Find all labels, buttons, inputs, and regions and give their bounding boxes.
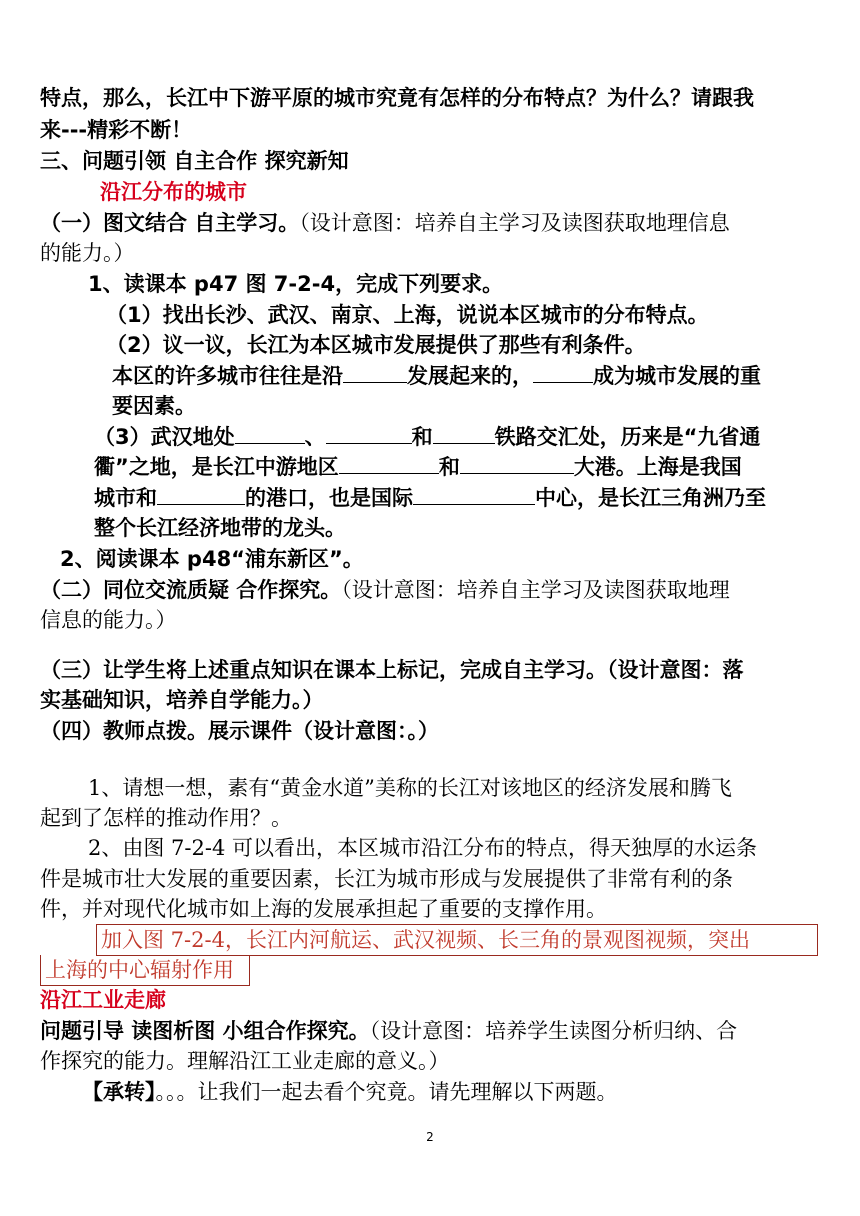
corridor-title: 问题引导 读图析图 小组合作探究。 — [40, 1019, 370, 1043]
corridor-title-line — [40, 1016, 737, 1046]
question-3-line: 整个长江经济地带的龙头。 — [94, 516, 346, 540]
answer-blank[interactable] — [339, 455, 439, 474]
fill-text: 中心，是长江三角洲乃至 — [535, 486, 766, 510]
part1-title: （一）图文结合 自主学习。 — [40, 211, 300, 235]
transition-text: 。。。让我们一起去看个究竟。请先理解以下两题。 — [155, 1080, 618, 1104]
fill-text: 发展起来的， — [407, 364, 533, 388]
page-number: 2 — [426, 1130, 434, 1144]
part2-design-note: （设计意图：培养自主学习及读图获取地理 — [341, 578, 730, 602]
part3-line: （三）让学生将上述重点知识在课本上标记，完成自主学习。（设计意图：落 — [40, 658, 744, 682]
corridor-heading: 沿江工业走廊 — [40, 988, 166, 1012]
fill-text: 衢”之地，是长江中游地区 — [94, 455, 339, 479]
fill-text: 铁路交汇处，历来是“九省通 — [494, 425, 761, 449]
intro-line: 来---精彩不断！ — [40, 118, 193, 142]
part1-design-note: 的能力。） — [40, 241, 135, 265]
part2-title-line — [40, 575, 730, 605]
section-heading: 三、问题引领 自主合作 探究新知 — [40, 149, 349, 173]
question-3-line — [94, 483, 766, 513]
answer-blank[interactable] — [533, 364, 593, 383]
corridor-design-note: 作探究的能力。理解沿江工业走廊的意义。） — [40, 1049, 450, 1073]
fill-text: 本区的许多城市往往是沿 — [112, 364, 343, 388]
teacher-paragraph: 件是城市壮大发展的重要因素，长江为城市形成与发展提供了非常有利的条 — [40, 867, 733, 891]
teacher-paragraph: 2、由图 7-2-4 可以看出，本区城市沿江分布的特点，得天独厚的水运条 — [88, 836, 757, 860]
answer-blank[interactable] — [460, 455, 574, 474]
question-2-fill-line — [112, 361, 761, 391]
part2-title: （二）同位交流质疑 合作探究。 — [40, 578, 342, 602]
teacher-paragraph: 件，并对现代化城市如上海的发展承担起了重要的支撑作用。 — [40, 897, 607, 921]
part2-design-note: 信息的能力。） — [40, 608, 177, 632]
intro-line: 特点，那么，长江中下游平原的城市究竟有怎样的分布特点？为什么？请跟我 — [40, 86, 754, 110]
part4-line: （四）教师点拨。展示课件（设计意图：。） — [40, 719, 439, 743]
fill-text: 、 — [304, 425, 326, 449]
task-2: 2、阅读课本 p48“浦东新区”。 — [60, 547, 364, 571]
answer-blank[interactable] — [235, 425, 305, 444]
corridor-design-note: （设计意图：培养学生读图分析归纳、合 — [369, 1019, 738, 1043]
transition-line — [82, 1077, 618, 1107]
media-note-box: 加入图 7-2-4，长江内河航运、武汉视频、长三角的景观图视频，突出 — [96, 924, 818, 956]
fill-text: 和 — [438, 455, 460, 479]
fill-text: 和 — [411, 425, 433, 449]
part1-title-line — [40, 208, 730, 238]
question-1: （1）找出长沙、武汉、南京、上海，说说本区城市的分布特点。 — [106, 303, 709, 327]
question-3-line — [94, 422, 760, 452]
answer-blank[interactable] — [343, 364, 407, 383]
transition-label: 【承转】 — [82, 1080, 156, 1104]
media-note-box: 上海的中心辐射作用 — [40, 955, 250, 986]
part1-design-note: （设计意图：培养自主学习及读图获取地理信息 — [299, 211, 730, 235]
answer-blank[interactable] — [157, 486, 245, 505]
answer-blank[interactable] — [413, 486, 535, 505]
answer-blank[interactable] — [433, 425, 495, 444]
teacher-paragraph: 起到了怎样的推动作用？。 — [40, 806, 292, 830]
task-1: 1、读课本 p47 图 7-2-4，完成下列要求。 — [88, 272, 504, 296]
answer-blank[interactable] — [326, 425, 412, 444]
fill-text: 城市和 — [94, 486, 157, 510]
fill-text: 的港口，也是国际 — [245, 486, 413, 510]
fill-text: 大港。上海是我国 — [573, 455, 742, 479]
question-3-line — [94, 452, 742, 482]
fill-text: 成为城市发展的重 — [593, 364, 761, 388]
part3-line: 实基础知识，培养自学能力。） — [40, 688, 324, 712]
question-2-fill-line: 要因素。 — [112, 394, 196, 418]
cities-heading: 沿江分布的城市 — [100, 180, 247, 204]
question-2: （2）议一议，长江为本区城市发展提供了那些有利条件。 — [106, 333, 646, 357]
teacher-paragraph: 1、请想一想，素有“黄金水道”美称的长江对该地区的经济发展和腾飞 — [88, 776, 732, 800]
fill-text: （3）武汉地处 — [94, 425, 235, 449]
